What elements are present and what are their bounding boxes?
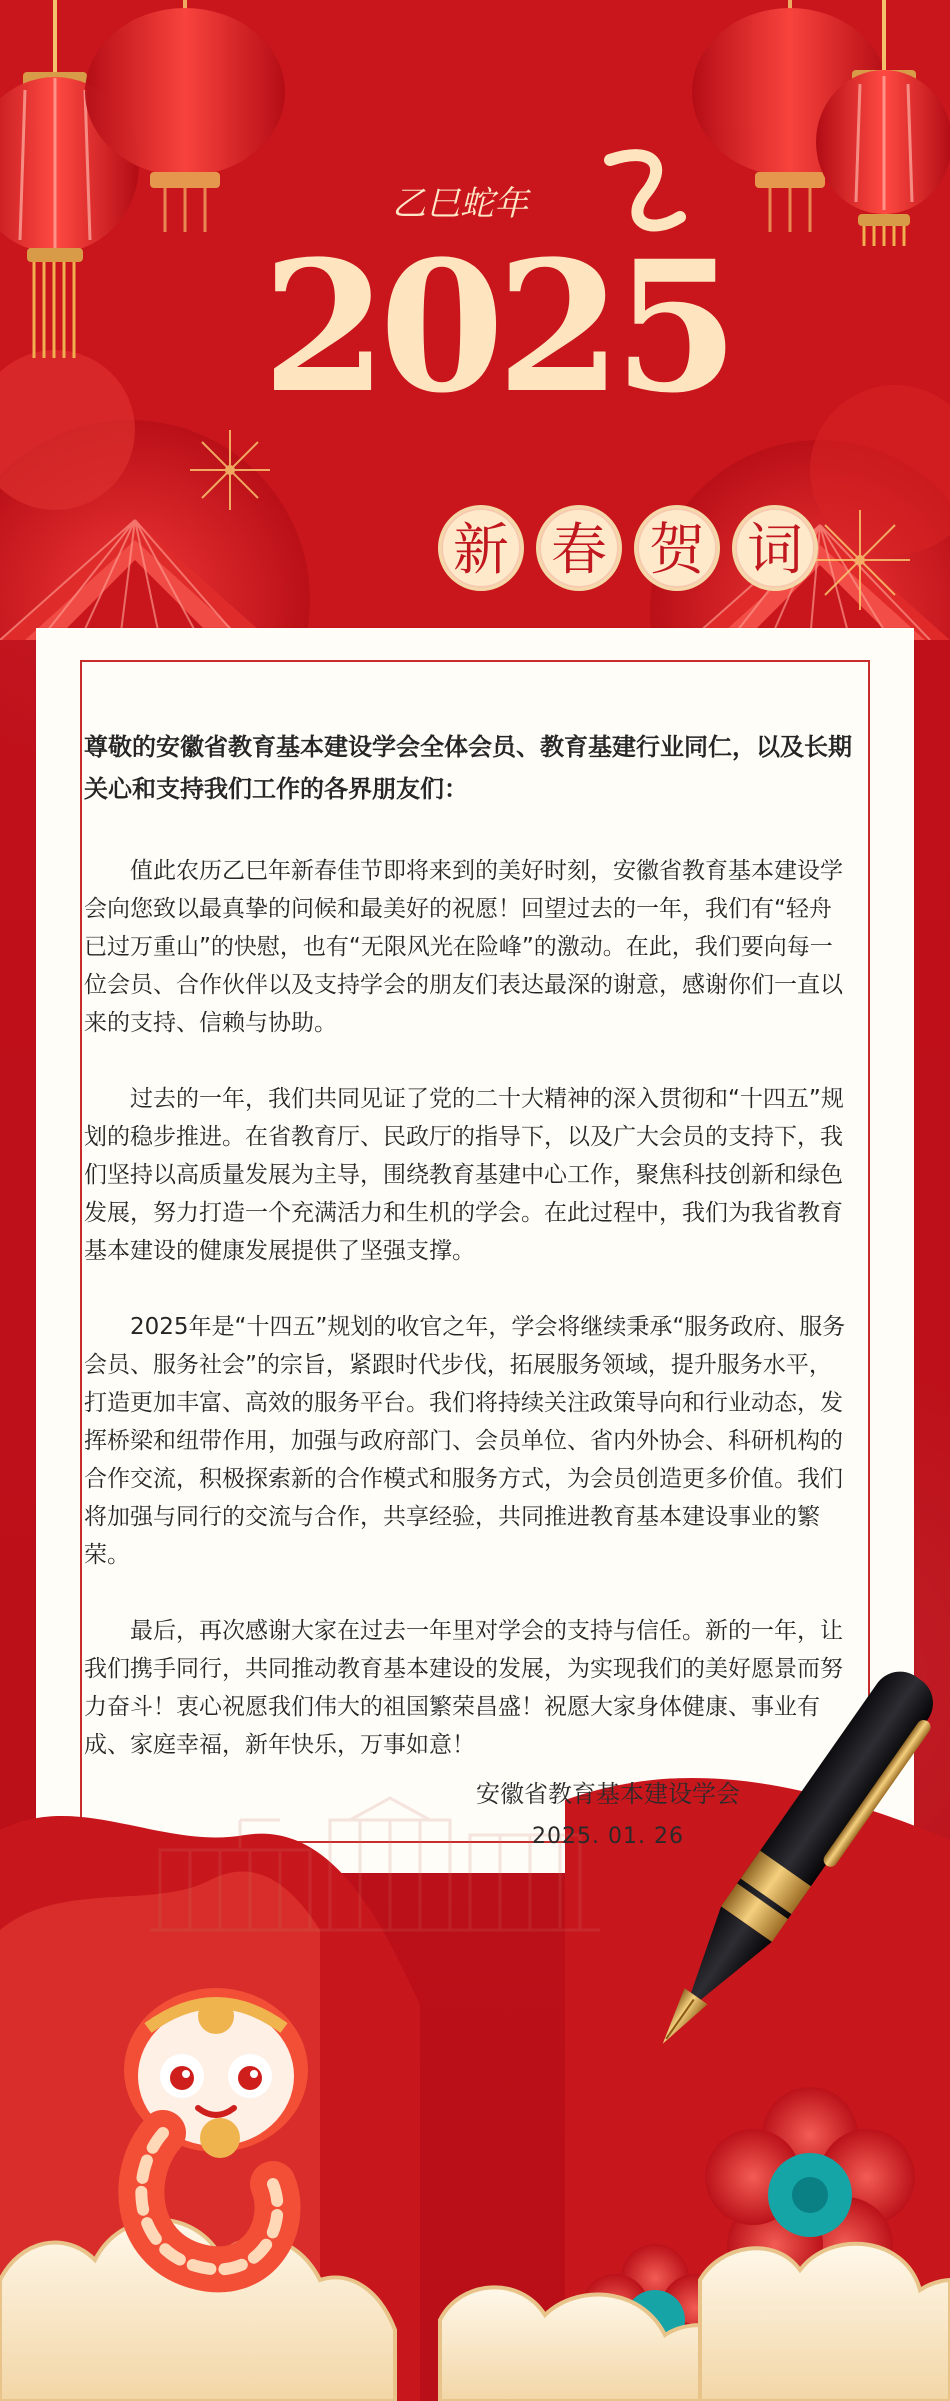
letter-paragraph-2: 过去的一年，我们共同见证了党的二十大精神的深入贯彻和“十四五”规划的稳步推进。在省教育厅、民政厅的指导下，以及广大会员的支持下，我们坚持以高质量发展为主导，围绕教育基建中心工作，聚焦科技创新和绿色发展，努力打造一个充满活力和生机的学会。在此过程中，我们为我省教育基本建设的健康发展提供了坚强支撑。 <box>84 1086 844 1264</box>
greeting-title <box>438 505 818 591</box>
fountain-pen-icon <box>566 1640 950 2090</box>
year-label: 2025 <box>262 222 731 433</box>
letter-paragraph-4: 最后，再次感谢大家在过去一年里对学会的支持与信任。新的一年，让我们携手同行，共同推动教育基本建设的发展，为实现我们的美好愿景而努力奋斗！衷心祝愿我们伟大的祖国繁荣昌盛！祝愿大家身体健康、事业有成、家庭幸福，新年快乐，万事如意！ <box>84 1618 843 1758</box>
letter-paragraph-3: 2025年是“十四五”规划的收官之年，学会将继续秉承“服务政府、服务会员、服务社会”的宗旨，紧跟时代步伐，拓展服务领域，提升服务水平，打造更加丰富、高效的服务平台。我们将持续关注政策导向和行业动态，发挥桥梁和纽带作用，加强与政府部门、会员单位、省内外协会、科研机构的合作交流，积极探索新的合作模式和服务方式，为会员创造更多价值。我们将加强与同行的交流与合作，共享经验，共同推进教育基本建设事业的繁荣。 <box>84 1314 846 1568</box>
title-char-2: 春 <box>536 505 622 591</box>
letter-salutation: 尊敬的安徽省教育基本建设学会全体会员、教育基建行业同仁，以及长期关心和支持我们工作的各界朋友们： <box>84 733 852 803</box>
script-label: 乙巳蛇年 <box>392 184 528 224</box>
firework-right-icon <box>810 510 910 610</box>
title-char-4: 词 <box>732 505 818 591</box>
firework-left-icon <box>190 430 270 510</box>
letter-paragraph-1: 值此农历乙巳年新春佳节即将来到的美好时刻，安徽省教育基本建设学会向您致以最真挚的问候和最美好的祝愿！回望过去的一年，我们有“轻舟已过万重山”的快慰，也有“无限风光在险峰”的激动。在此，我们要向每一位会员、合作伙伴以及支持学会的朋友们表达最深的谢意，感谢你们一直以来的支持、信赖与协助。 <box>84 858 843 1036</box>
organization-name: 安徽省教育基本建设学会 <box>476 1780 740 1808</box>
title-char-1: 新 <box>438 505 524 591</box>
title-char-3: 贺 <box>634 505 720 591</box>
letter-date: 2025. 01. 26 <box>532 1824 684 1849</box>
